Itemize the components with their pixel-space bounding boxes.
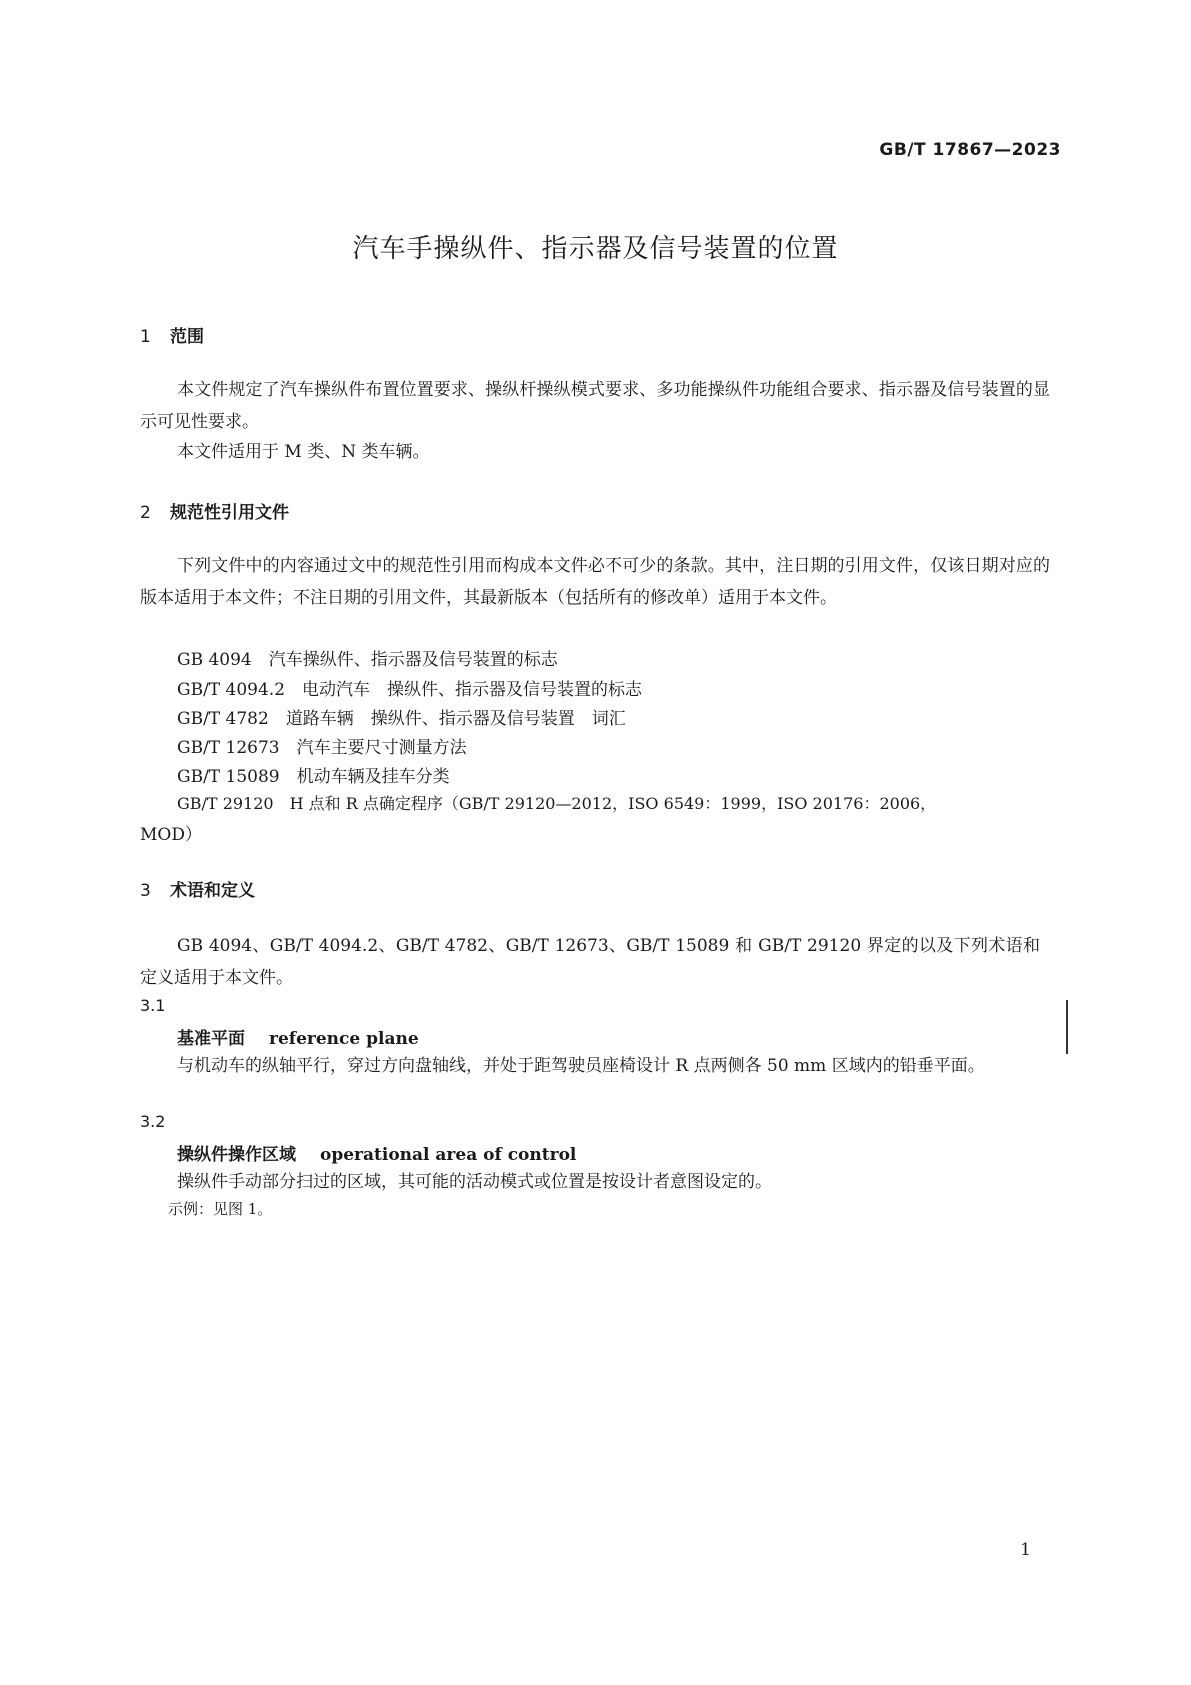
change-bar bbox=[1066, 1000, 1068, 1054]
term-heading bbox=[177, 1024, 419, 1049]
reference-title: 道路车辆 操纵件、指示器及信号装置 词汇 bbox=[285, 709, 626, 729]
section-number: 1 bbox=[140, 327, 151, 347]
term-number: 3.1 bbox=[140, 996, 166, 1015]
reference-item-29120-cont: MOD） bbox=[140, 825, 202, 845]
term-english: reference plane bbox=[269, 1029, 419, 1049]
page-number: 1 bbox=[1020, 1540, 1031, 1560]
reference-title: 汽车操纵件、指示器及信号装置的标志 bbox=[268, 650, 558, 670]
section-number: 3 bbox=[140, 881, 151, 901]
section-title: 范围 bbox=[170, 327, 204, 347]
example-label: 示例： bbox=[168, 1200, 214, 1218]
reference-item bbox=[177, 762, 450, 787]
section-title: 术语和定义 bbox=[170, 881, 255, 901]
section-3-paragraph: GB 4094、GB/T 4094.2、GB/T 4782、GB/T 12673、GB/T 15089 和 GB/T 29120 界定的以及下列术语和定义适用于本文件。 bbox=[140, 936, 1040, 988]
section-2-paragraph: 下列文件中的内容通过文中的规范性引用而构成本文件必不可少的条款。其中，注日期的引用文件，仅该日期对应的版本适用于本文件；不注日期的引用文件，其最新版本（包括所有的修改单）适用于本文件。 bbox=[140, 556, 1050, 608]
section-3-heading bbox=[140, 876, 255, 901]
section-number: 2 bbox=[140, 503, 151, 523]
section-1-paragraph-2: 本文件适用于 M 类、N 类车辆。 bbox=[177, 442, 430, 462]
term-definition: 与机动车的纵轴平行，穿过方向盘轴线，并处于距驾驶员座椅设计 R 点两侧各 50 mm 区域内的铅垂平面。 bbox=[177, 1056, 985, 1076]
reference-code: GB/T 4782 bbox=[177, 709, 269, 729]
reference-code: GB/T 4094.2 bbox=[177, 680, 286, 700]
section-1-paragraph-1: 本文件规定了汽车操纵件布置位置要求、操纵杆操纵模式要求、多功能操纵件功能组合要求、指示器及信号装置的显示可见性要求。 bbox=[140, 380, 1050, 432]
term-number: 3.2 bbox=[140, 1112, 166, 1131]
standard-code: GB/T 17867—2023 bbox=[879, 140, 1061, 160]
section-2-heading bbox=[140, 498, 289, 523]
reference-code: GB/T 12673 bbox=[177, 738, 280, 758]
reference-title: 电动汽车 操纵件、指示器及信号装置的标志 bbox=[302, 680, 643, 700]
section-title: 规范性引用文件 bbox=[170, 503, 289, 523]
reference-item-29120: GB/T 29120 H 点和 R 点确定程序（GB/T 29120—2012，ISO 6549：1999，ISO 20176：2006， bbox=[177, 794, 937, 813]
term-english: operational area of control bbox=[320, 1145, 577, 1165]
term-chinese: 操纵件操作区域 bbox=[177, 1145, 296, 1165]
document-title: 汽车手操纵件、指示器及信号装置的位置 bbox=[352, 234, 839, 264]
term-chinese: 基准平面 bbox=[177, 1029, 245, 1049]
term-definition: 操纵件手动部分扫过的区域，其可能的活动模式或位置是按设计者意图设定的。 bbox=[177, 1172, 772, 1192]
reference-item bbox=[177, 645, 558, 670]
example-text: 见图 1。 bbox=[213, 1200, 273, 1218]
reference-item bbox=[177, 733, 467, 758]
term-heading bbox=[177, 1140, 576, 1165]
section-1-heading bbox=[140, 322, 204, 347]
reference-title: 汽车主要尺寸测量方法 bbox=[296, 738, 467, 758]
reference-item bbox=[177, 704, 626, 729]
reference-code: GB/T 15089 bbox=[177, 767, 280, 787]
example-note bbox=[168, 1198, 272, 1219]
reference-code: GB 4094 bbox=[177, 650, 252, 670]
reference-item bbox=[177, 675, 642, 700]
reference-title: 机动车辆及挂车分类 bbox=[296, 767, 450, 787]
